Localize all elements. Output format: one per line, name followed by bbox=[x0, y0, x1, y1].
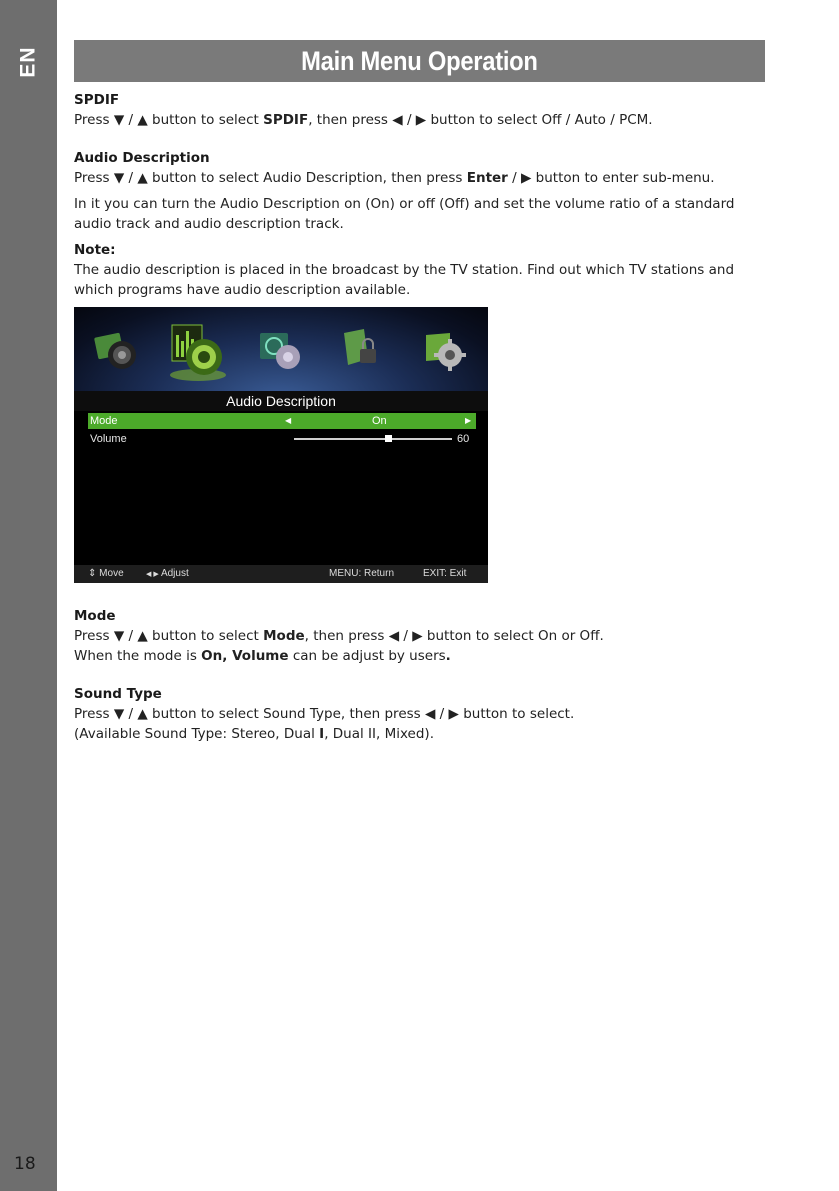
audio-description-heading: Audio Description bbox=[74, 150, 210, 166]
note-text: The audio description is placed in the broadcast by the TV station. Find out which TV stations and which programs have audio description available. bbox=[74, 262, 735, 298]
mode-value: On bbox=[372, 415, 387, 427]
right-arrow-icon: / ▶ bbox=[512, 170, 532, 186]
down-up-arrows-icon: ▼ / ▲ bbox=[113, 112, 148, 128]
move-hint: ⇕ Move bbox=[88, 568, 124, 579]
setup-menu-icon bbox=[420, 325, 468, 373]
right-arrow-icon[interactable]: ▶ bbox=[465, 416, 472, 425]
volume-row[interactable] bbox=[88, 431, 476, 447]
down-up-arrows-icon: ▼ / ▲ bbox=[113, 706, 148, 722]
left-right-arrows-icon: ◀ / ▶ bbox=[424, 706, 459, 722]
sound-type-heading: Sound Type bbox=[74, 686, 162, 702]
language-label: EN bbox=[16, 46, 40, 78]
volume-value: 60 bbox=[457, 433, 470, 445]
volume-slider-knob[interactable] bbox=[385, 435, 392, 442]
sound-menu-icon bbox=[168, 321, 226, 381]
spdif-text: Press ▼ / ▲ button to select SPDIF, then press ◀ / ▶ button to select Off / Auto / PCM. bbox=[74, 112, 653, 128]
mode-label: Mode bbox=[90, 415, 118, 427]
audio-description-text: Press ▼ / ▲ button to select Audio Description, then press Enter / ▶ button to enter sub-menu. bbox=[74, 170, 715, 186]
section-header bbox=[74, 40, 765, 82]
spdif-heading: SPDIF bbox=[74, 92, 120, 108]
sound-type-text: Press ▼ / ▲ button to select Sound Type, then press ◀ / ▶ button to select. bbox=[74, 706, 575, 722]
tv-menu-icon-bar bbox=[74, 307, 488, 391]
volume-label: Volume bbox=[90, 433, 127, 445]
volume-slider[interactable] bbox=[294, 438, 452, 440]
note-heading: Note: bbox=[74, 242, 116, 258]
content-lower bbox=[74, 606, 774, 744]
page-sidebar bbox=[0, 0, 57, 1191]
section-title: Main Menu Operation bbox=[301, 45, 538, 76]
menu-return-hint: MENU: Return bbox=[329, 568, 395, 579]
audio-description-paragraph: In it you can turn the Audio Description on (On) or off (Off) and set the volume ratio of a standard audio track and audio description track. bbox=[74, 196, 735, 232]
sound-type-options: (Available Sound Type: Stereo, Dual I, Dual II, Mixed). bbox=[74, 726, 434, 742]
mode-text: Press ▼ / ▲ button to select Mode, then press ◀ / ▶ button to select On or Off. bbox=[74, 628, 604, 644]
page-number: 18 bbox=[14, 1154, 36, 1174]
tv-menu-footer bbox=[74, 565, 488, 583]
mode-heading: Mode bbox=[74, 608, 116, 624]
tv-menu-title: Audio Description bbox=[74, 391, 488, 411]
exit-hint: EXIT: Exit bbox=[423, 568, 467, 579]
up-down-arrows-icon: ⇕ bbox=[88, 568, 97, 579]
left-right-arrows-icon: ◀ / ▶ bbox=[392, 112, 427, 128]
mode-row[interactable] bbox=[88, 413, 476, 429]
tv-menu-screenshot bbox=[74, 307, 488, 583]
mode-volume-text: When the mode is On, Volume can be adjust by users. bbox=[74, 648, 451, 664]
language-tab bbox=[0, 42, 57, 82]
left-right-arrows-icon: ◀ ▶ bbox=[146, 571, 159, 578]
left-arrow-icon[interactable]: ◀ bbox=[285, 416, 292, 425]
adjust-hint: ◀ ▶ Adjust bbox=[146, 568, 189, 579]
down-up-arrows-icon: ▼ / ▲ bbox=[113, 170, 148, 186]
content bbox=[74, 90, 774, 300]
channel-menu-icon bbox=[256, 325, 304, 373]
left-right-arrows-icon: ◀ / ▶ bbox=[388, 628, 423, 644]
lock-menu-icon bbox=[338, 325, 386, 373]
picture-menu-icon bbox=[92, 325, 140, 373]
down-up-arrows-icon: ▼ / ▲ bbox=[113, 628, 148, 644]
